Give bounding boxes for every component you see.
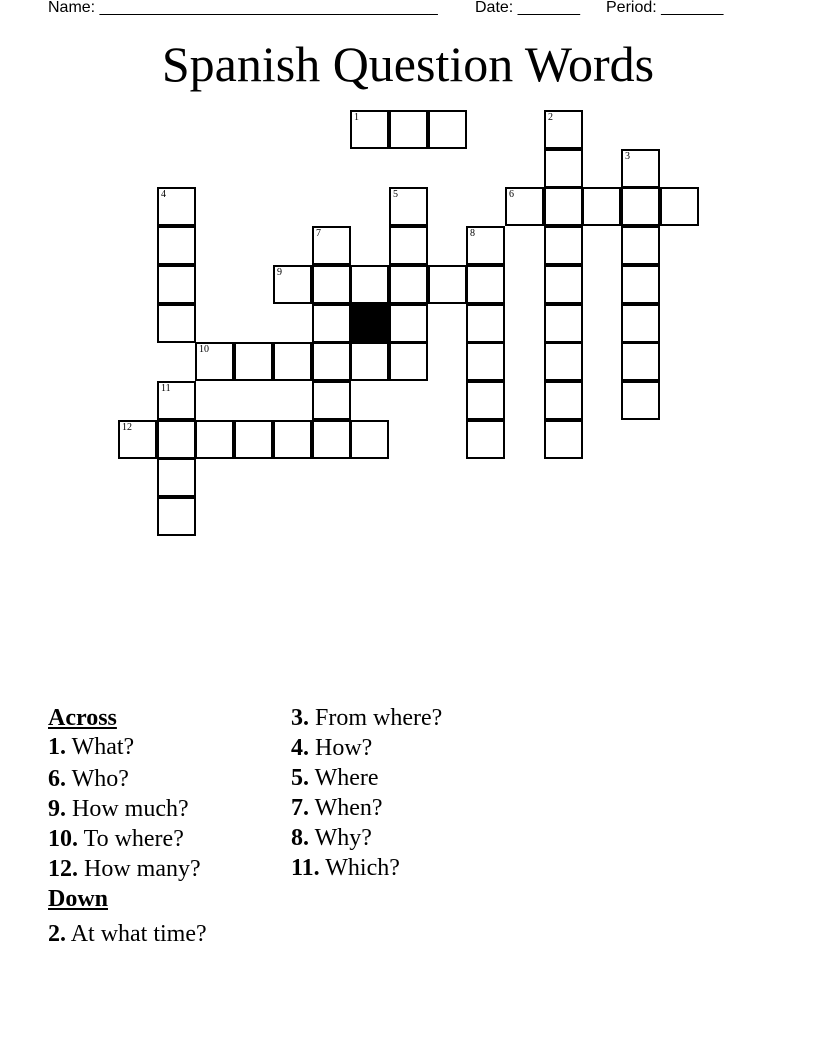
crossword-black-cell bbox=[350, 304, 389, 343]
crossword-cell[interactable] bbox=[389, 226, 428, 265]
crossword-cell[interactable] bbox=[157, 497, 196, 536]
clue-item bbox=[291, 823, 442, 853]
crossword-cell[interactable] bbox=[157, 381, 196, 420]
crossword-cell[interactable] bbox=[466, 265, 505, 304]
crossword-cell[interactable] bbox=[466, 304, 505, 343]
crossword-cell[interactable] bbox=[234, 420, 273, 459]
clue-number: 4. bbox=[291, 735, 309, 761]
crossword-cell[interactable] bbox=[389, 265, 428, 304]
name-field: Name: ______________________________________ bbox=[48, 0, 438, 16]
clue-item bbox=[291, 853, 442, 883]
crossword-cell[interactable] bbox=[621, 342, 660, 381]
crossword-cell[interactable] bbox=[544, 420, 583, 459]
clue-text: Who? bbox=[71, 766, 129, 792]
clue-text: How many? bbox=[84, 856, 201, 882]
crossword-cell[interactable] bbox=[157, 265, 196, 304]
crossword-cell[interactable] bbox=[621, 187, 660, 226]
clue-text: When? bbox=[314, 795, 383, 821]
clue-number-label: 6 bbox=[509, 189, 514, 200]
crossword-cell[interactable] bbox=[118, 420, 157, 459]
crossword-cell[interactable] bbox=[389, 187, 428, 226]
crossword-cell[interactable] bbox=[621, 265, 660, 304]
date-field: Date: _______ bbox=[475, 0, 580, 16]
crossword-cell[interactable] bbox=[621, 381, 660, 420]
clue-number-label: 3 bbox=[625, 151, 630, 162]
period-field: Period: _______ bbox=[606, 0, 724, 16]
clue-number: 2. bbox=[48, 921, 66, 947]
clue-number: 7. bbox=[291, 795, 309, 821]
crossword-cell[interactable] bbox=[195, 420, 234, 459]
crossword-cell[interactable] bbox=[312, 381, 351, 420]
crossword-cell[interactable] bbox=[312, 420, 351, 459]
clue-item bbox=[291, 703, 442, 733]
clue-text: What? bbox=[71, 734, 135, 760]
clues-right-column bbox=[291, 703, 442, 883]
crossword-cell[interactable] bbox=[544, 110, 583, 149]
crossword-cell[interactable] bbox=[660, 187, 699, 226]
crossword-cell[interactable] bbox=[312, 265, 351, 304]
crossword-cell[interactable] bbox=[157, 420, 196, 459]
clue-number: 1. bbox=[48, 734, 66, 760]
clue-number-label: 11 bbox=[161, 383, 171, 394]
crossword-cell[interactable] bbox=[544, 304, 583, 343]
crossword-cell[interactable] bbox=[544, 342, 583, 381]
crossword-cell[interactable] bbox=[195, 342, 234, 381]
across-clue-list bbox=[48, 731, 207, 884]
crossword-cell[interactable] bbox=[621, 226, 660, 265]
crossword-cell[interactable] bbox=[582, 187, 621, 226]
clue-number-label: 2 bbox=[548, 112, 553, 123]
clue-text: Where bbox=[314, 765, 379, 791]
clue-number-label: 1 bbox=[354, 112, 359, 123]
clue-number-label: 5 bbox=[393, 189, 398, 200]
clue-item bbox=[48, 824, 207, 854]
crossword-cell[interactable] bbox=[389, 110, 428, 149]
clue-number: 10. bbox=[48, 826, 78, 852]
crossword-cell[interactable] bbox=[466, 420, 505, 459]
crossword-cell[interactable] bbox=[273, 420, 312, 459]
crossword-cell[interactable] bbox=[234, 342, 273, 381]
clue-item bbox=[291, 733, 442, 763]
clue-text: How much? bbox=[72, 796, 189, 822]
crossword-cell[interactable] bbox=[544, 265, 583, 304]
crossword-cell[interactable] bbox=[544, 187, 583, 226]
clue-number-label: 7 bbox=[316, 228, 321, 239]
clue-number-label: 9 bbox=[277, 267, 282, 278]
crossword-cell[interactable] bbox=[544, 149, 583, 188]
crossword-cell[interactable] bbox=[428, 110, 467, 149]
clue-text: At what time? bbox=[70, 921, 207, 947]
crossword-cell[interactable] bbox=[466, 226, 505, 265]
crossword-cell[interactable] bbox=[157, 187, 196, 226]
crossword-cell[interactable] bbox=[273, 342, 312, 381]
crossword-cell[interactable] bbox=[466, 342, 505, 381]
crossword-cell[interactable] bbox=[350, 265, 389, 304]
clue-number-label: 4 bbox=[161, 189, 166, 200]
clue-item bbox=[48, 764, 207, 794]
clue-text: How? bbox=[315, 735, 373, 761]
clue-text: Why? bbox=[314, 825, 372, 851]
page-title: Spanish Question Words bbox=[161, 36, 655, 92]
clue-number: 6. bbox=[48, 766, 66, 792]
clue-text: Which? bbox=[325, 855, 400, 881]
crossword-cell[interactable] bbox=[621, 304, 660, 343]
clue-number: 11. bbox=[291, 855, 320, 881]
crossword-cell[interactable] bbox=[157, 458, 196, 497]
crossword-cell[interactable] bbox=[273, 265, 312, 304]
crossword-cell[interactable] bbox=[544, 381, 583, 420]
clue-item bbox=[48, 731, 207, 764]
crossword-cell[interactable] bbox=[312, 342, 351, 381]
crossword-cell[interactable] bbox=[505, 187, 544, 226]
clue-item bbox=[291, 793, 442, 823]
clue-text: From where? bbox=[315, 705, 443, 731]
clue-item bbox=[48, 854, 207, 884]
crossword-cell[interactable] bbox=[350, 110, 389, 149]
crossword-cell[interactable] bbox=[350, 342, 389, 381]
clue-number: 5. bbox=[291, 765, 309, 791]
crossword-cell[interactable] bbox=[544, 226, 583, 265]
crossword-cell[interactable] bbox=[157, 304, 196, 343]
clue-number: 3. bbox=[291, 705, 309, 731]
clue-number-label: 8 bbox=[470, 228, 475, 239]
clue-item bbox=[48, 794, 207, 824]
clue-number: 12. bbox=[48, 856, 78, 882]
crossword-cell[interactable] bbox=[428, 265, 467, 304]
clue-item bbox=[48, 919, 207, 949]
crossword-cell[interactable] bbox=[157, 226, 196, 265]
clue-number: 9. bbox=[48, 796, 66, 822]
crossword-cell[interactable] bbox=[312, 304, 351, 343]
across-heading: Across bbox=[48, 705, 117, 731]
clue-number-label: 12 bbox=[122, 422, 132, 433]
down-heading: Down bbox=[48, 886, 109, 912]
crossword-cell[interactable] bbox=[466, 381, 505, 420]
crossword-cell[interactable] bbox=[389, 342, 428, 381]
clue-text: To where? bbox=[83, 826, 184, 852]
crossword-cell[interactable] bbox=[350, 420, 389, 459]
clues-left-column bbox=[48, 703, 207, 949]
crossword-cell[interactable] bbox=[621, 149, 660, 188]
clue-item bbox=[291, 763, 442, 793]
crossword-cell[interactable] bbox=[312, 226, 351, 265]
clue-number-label: 10 bbox=[199, 344, 209, 355]
crossword-cell[interactable] bbox=[389, 304, 428, 343]
clue-number: 8. bbox=[291, 825, 309, 851]
